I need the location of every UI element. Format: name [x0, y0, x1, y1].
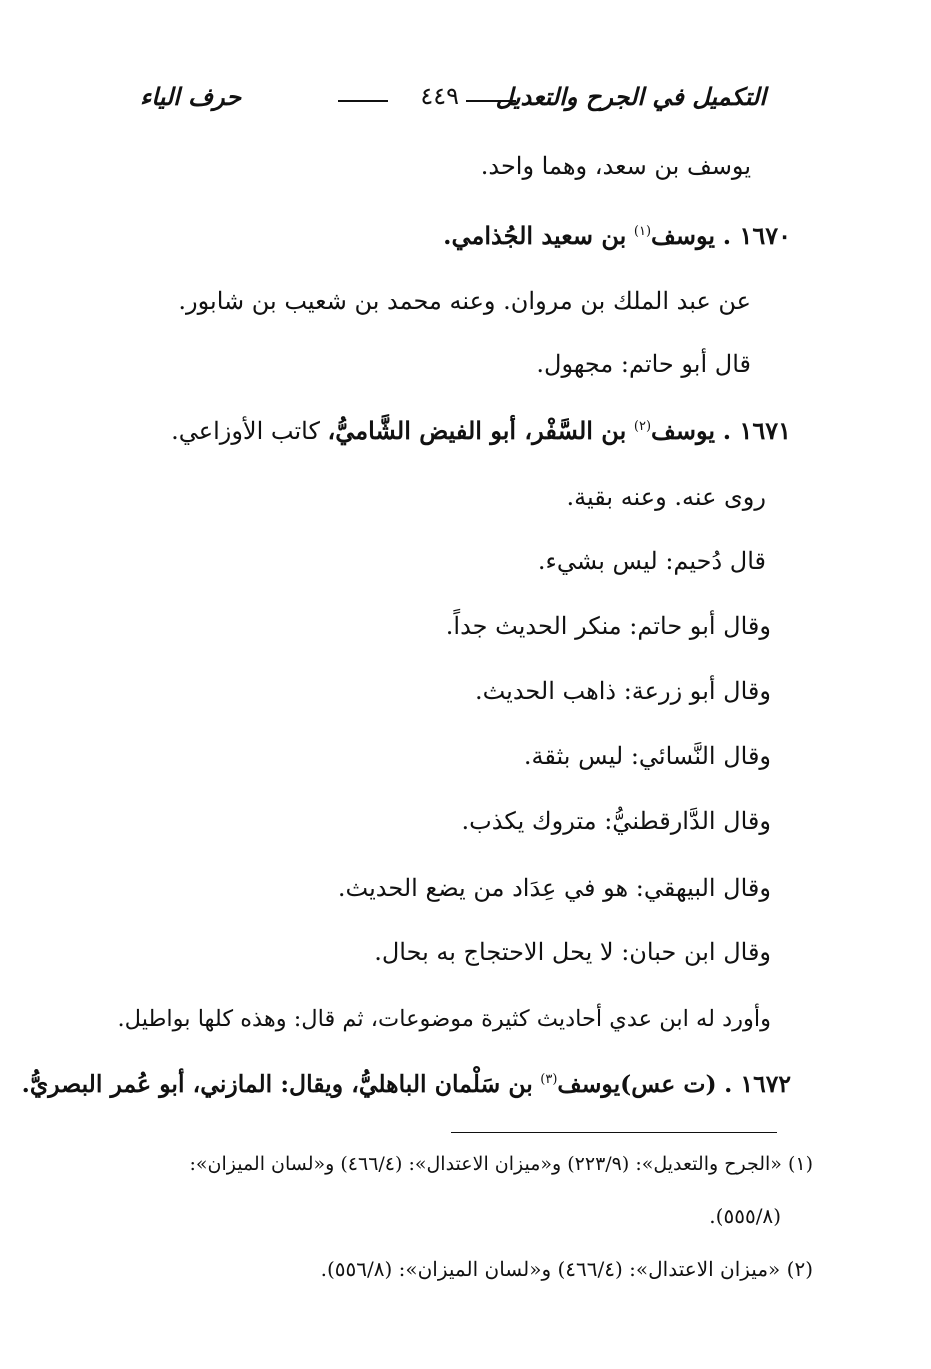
- entry-description: كاتب الأوزاعي.: [171, 417, 320, 445]
- book-title: التكميل في الجرح والتعديل: [495, 82, 766, 111]
- footnote-1: (١) «الجرح والتعديل»: (٢٢٣/٩) و«ميزان الاعتدال»: (٤٦٦/٤) و«لسان الميزان»:: [189, 1153, 813, 1175]
- entry-name-rest: بن سَلْمان الباهليُّ، ويقال: المازني، أبو عُمر البصريُّ.: [21, 1070, 533, 1098]
- entry-heading-1670: [443, 220, 791, 252]
- header-dash: [466, 100, 516, 102]
- text-line: وقال أبو حاتم: منكر الحديث جداً.: [445, 612, 771, 640]
- text-line: وقال الدَّارقطنيُّ: متروك يكذب.: [461, 807, 771, 835]
- footnote-1-continued: (٥٥٥/٨).: [709, 1204, 781, 1228]
- entry-tag: (ت عس): [620, 1070, 717, 1098]
- text-line: وقال البيهقي: هو في عِدَاد من يضع الحديث.: [337, 874, 771, 902]
- footnote-marker: (١): [633, 224, 652, 239]
- page-number: ٤٤٩: [420, 82, 459, 110]
- text-line: قال دُحيم: ليس بشيء.: [537, 547, 766, 575]
- entry-name: يوسف: [557, 1070, 621, 1098]
- text-line: روى عنه. وعنه بقية.: [566, 483, 766, 511]
- footnote-marker: (٢): [633, 419, 652, 434]
- header-dash: [338, 100, 388, 102]
- entry-number: ١٦٧٠ .: [722, 221, 791, 250]
- chapter-title: حرف الياء: [140, 82, 242, 111]
- text-line: قال أبو حاتم: مجهول.: [536, 350, 751, 378]
- text-line: وأورد له ابن عدي أحاديث كثيرة موضوعات، ثم قال: وهذه كلها بواطيل.: [117, 1006, 771, 1032]
- footnote-separator: [451, 1132, 777, 1133]
- text-line: يوسف بن سعد، وهما واحد.: [480, 152, 751, 180]
- entry-name-rest: بن سعيد الجُذامي.: [443, 221, 627, 250]
- entry-name: يوسف: [651, 221, 716, 250]
- entry-name: يوسف: [651, 416, 716, 445]
- entry-heading-1671: [171, 415, 791, 447]
- text-line: وقال أبو زرعة: ذاهب الحديث.: [474, 677, 771, 705]
- entry-heading-1672: [22, 1068, 791, 1100]
- footnote-2: (٢) «ميزان الاعتدال»: (٤٦٦/٤) و«لسان الميزان»: (٥٥٦/٨).: [320, 1257, 813, 1281]
- footnote-marker: (٣): [540, 1072, 558, 1088]
- entry-number: ١٦٧٢ .: [724, 1070, 791, 1098]
- running-header: [140, 82, 766, 122]
- entry-name-rest: بن السَّفْر، أبو الفيض الشَّاميُّ،: [327, 416, 627, 445]
- text-line: وقال ابن حبان: لا يحل الاحتجاج به بحال.: [374, 938, 771, 966]
- text-line: عن عبد الملك بن مروان. وعنه محمد بن شعيب بن شابور.: [178, 287, 751, 315]
- text-line: وقال النَّسائي: ليس بثقة.: [523, 742, 771, 770]
- entry-number: ١٦٧١ .: [722, 416, 791, 445]
